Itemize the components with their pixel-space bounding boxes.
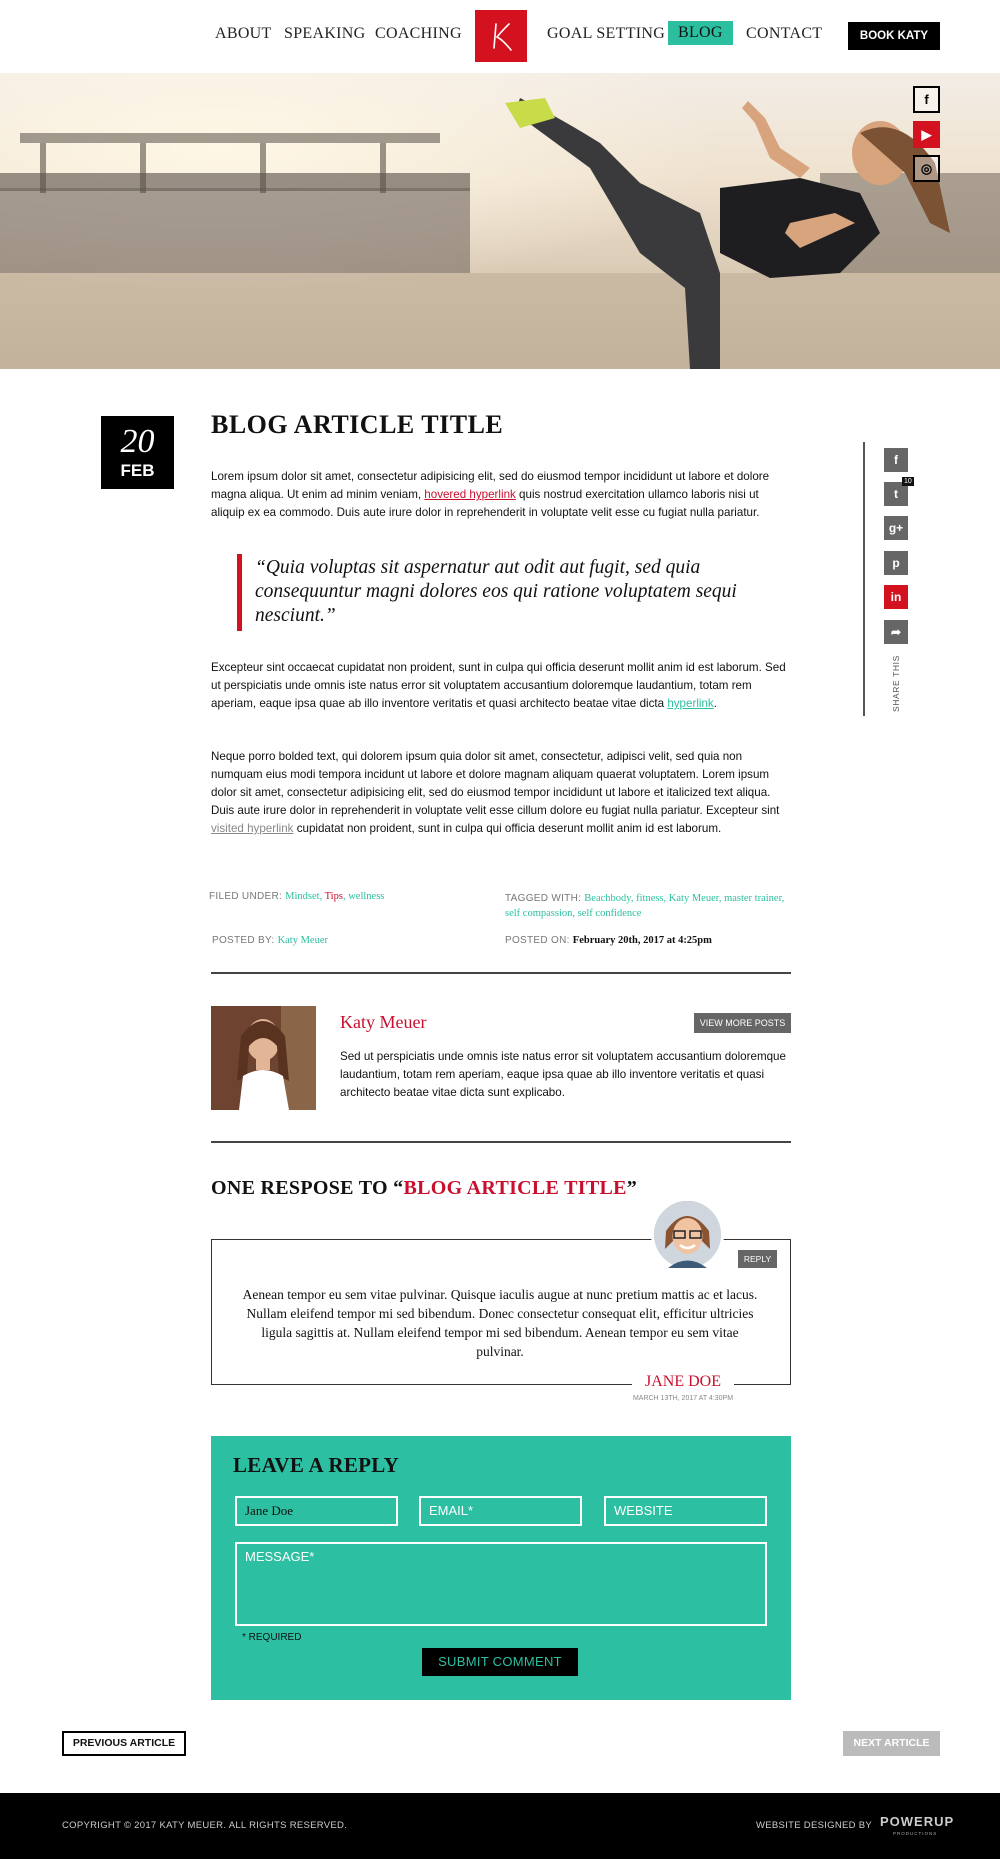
comment-text: Aenean tempor eu sem vitae pulvinar. Quisque iaculis augue at nunc pretium mattis ac et lacus. Nullam eleifend tempor mi sed bibendum. Donec consectetur consequat elit, efficitur ultricies ligula sagittis at. Nullam eleifend tempor mi sed bibendum. Aenean tempor eu sem vitae pulvinar. — [242, 1287, 758, 1359]
reply-form-title: LEAVE A REPLY — [233, 1453, 400, 1477]
meta-label: FILED UNDER: — [209, 891, 283, 902]
message-field[interactable]: MESSAGE* — [235, 1542, 767, 1626]
next-article-button[interactable]: NEXT ARTICLE — [843, 1731, 940, 1756]
reply-button[interactable]: REPLY — [738, 1250, 777, 1268]
tag-link[interactable]: master trainer — [724, 893, 782, 904]
hero-youtube-icon[interactable]: ▶ — [913, 121, 940, 148]
paragraph-text: . — [713, 697, 717, 710]
pull-quote: “Quia voluptas sit aspernatur aut odit aut fugit, sed quia consequuntur magni dolores eos qui ratione voluptatem sequi nesciunt.” — [255, 557, 737, 626]
comment-author: JANE DOE — [645, 1373, 721, 1390]
nav-speaking[interactable]: SPEAKING — [284, 25, 366, 42]
tag-link[interactable]: fitness — [636, 893, 664, 904]
posted-by — [212, 935, 328, 946]
share-arrow-icon[interactable]: ➦ — [884, 620, 908, 644]
meta-label: TAGGED WITH: — [505, 893, 582, 904]
posted-on — [505, 935, 712, 946]
paragraph-text: cupidatat non proident, sunt in culpa qui officia deserunt mollit anim id est laborum. — [293, 822, 722, 835]
author-avatar — [211, 1006, 316, 1110]
nav-blog[interactable]: BLOG — [668, 21, 733, 45]
share-pinterest-icon[interactable]: p — [884, 551, 908, 575]
share-linkedin-icon[interactable]: in — [884, 585, 908, 609]
required-note: * REQUIRED — [242, 1632, 302, 1643]
designer-logo-sub: PRODUCTIONS — [893, 1831, 938, 1836]
responses-heading — [211, 1177, 637, 1200]
share-twitter-icon[interactable]: t — [884, 482, 908, 506]
reply-form — [211, 1436, 791, 1700]
paragraph-text: Excepteur sint occaecat cupidatat non proident, sunt in culpa qui officia deserunt mollit anim id est laborum. Sed ut perspiciatis unde omnis iste natus error sit voluptatem accusantium doloremque laudantium, totam rem aperiam, eaque ipsa quae ab illo inventore veritatis et quasi architecto beatae vitae dicta — [211, 661, 786, 710]
hero-image — [0, 73, 1000, 369]
previous-article-button[interactable]: PREVIOUS ARTICLE — [62, 1731, 186, 1756]
article-paragraph-1 — [211, 468, 791, 522]
footer — [0, 1793, 1000, 1859]
heading-text: ONE RESPOSE TO “ — [211, 1177, 404, 1199]
author-link[interactable]: Katy Meuer — [277, 935, 329, 946]
category-link[interactable]: wellness — [348, 891, 385, 902]
share-facebook-icon[interactable]: f — [884, 448, 908, 472]
share-count-badge: 10 — [904, 478, 912, 485]
author-bio: Sed ut perspiciatis unde omnis iste natus error sit voluptatem accusantium doloremque laudantium, totam rem aperiam, eaque ipsa quae ab illo inventore veritatis et quasi architecto beatae vitae dicta sunt explicabo. — [340, 1050, 786, 1099]
author-name[interactable]: Katy Meuer — [340, 1012, 427, 1032]
hovered-hyperlink[interactable]: hovered hyperlink — [424, 488, 516, 501]
meta-label: POSTED ON: — [505, 935, 570, 946]
category-link[interactable]: Mindset — [285, 891, 320, 902]
name-field[interactable]: Jane Doe — [235, 1496, 398, 1526]
divider — [211, 1141, 791, 1143]
footer-copyright: COPYRIGHT © 2017 KATY MEUER. ALL RIGHTS RESERVED. — [62, 1820, 348, 1831]
designer-logo[interactable]: POWERUP — [880, 1814, 955, 1829]
site-logo[interactable] — [475, 10, 527, 62]
category-link[interactable]: Tips — [324, 891, 343, 902]
tag-link[interactable]: self compassion — [505, 908, 573, 919]
share-this-label: SHARE THIS — [891, 655, 901, 712]
share-divider — [863, 442, 865, 716]
heading-article-title: BLOG ARTICLE TITLE — [403, 1177, 627, 1199]
commenter-avatar — [651, 1198, 724, 1271]
share-google-plus-icon[interactable]: g+ — [884, 516, 908, 540]
article-paragraph-2 — [211, 659, 791, 713]
nav-about[interactable]: ABOUT — [215, 25, 272, 42]
article-title: BLOG ARTICLE TITLE — [211, 410, 504, 439]
comment-date: MARCH 13TH, 2017 AT 4:30PM — [632, 1395, 734, 1402]
hero-instagram-icon[interactable]: ◎ — [913, 155, 940, 182]
footer-credit: WEBSITE DESIGNED BY — [756, 1820, 873, 1831]
tag-link[interactable]: Beachbody — [584, 893, 631, 904]
filed-under: FILED UNDER: Mindset, Tips, wellness — [209, 891, 385, 902]
divider — [211, 972, 791, 974]
visited-hyperlink[interactable]: visited hyperlink — [211, 822, 294, 835]
hyperlink[interactable]: hyperlink — [667, 697, 714, 710]
email-field[interactable]: EMAIL* — [419, 1496, 582, 1526]
book-katy-button[interactable]: BOOK KATY — [848, 22, 940, 50]
view-more-posts-button[interactable]: VIEW MORE POSTS — [694, 1013, 791, 1033]
post-date-badge — [101, 416, 174, 489]
hero-facebook-icon[interactable]: f — [913, 86, 940, 113]
quote-accent-bar — [237, 554, 242, 631]
website-field[interactable]: WEBSITE — [604, 1496, 767, 1526]
tag-link[interactable]: Katy Meuer — [668, 893, 719, 904]
post-date-day: 20 — [120, 423, 155, 460]
tag-link[interactable]: self confidence — [577, 908, 642, 919]
paragraph-text: Neque porro bolded text, qui dolorem ipsum quia dolor sit amet, consectetur, adipisci velit, sed quia non numquam eius modi tempora incidunt ut labore et dolore magnam aliquam quaerat voluptatem. Lorem ipsum dolor sit amet, consectetur adipisicing elit, sed do eiusmod tempor incididunt ut labore et italicized text aliqua. Duis aute irure dolor in reprehenderit in voluptate velit esse cillum dolore eu fugiat nulla pariatur. Excepteur sint — [211, 750, 780, 817]
post-date-month: FEB — [120, 461, 155, 480]
paragraph-text: quis nostrud exercitation ullamco laboris nisi ut aliquip ex ea commodo. Duis aute irure dolor in reprehenderit in voluptate velit esse cu fugiat nulla pariatur. — [211, 488, 760, 519]
nav-coaching[interactable]: COACHING — [375, 25, 462, 42]
tagged-with: TAGGED WITH: Beachbody, fitness, Katy Meuer, master trainer, self compassion, self confidence — [505, 893, 785, 919]
post-datetime: February 20th, 2017 at 4:25pm — [572, 935, 712, 946]
paragraph-text: Lorem ipsum dolor sit amet, consectetur adipisicing elit, sed do eiusmod tempor incididunt ut labore et dolore magna aliqua. Ut enim ad minim veniam, — [211, 470, 770, 501]
article-paragraph-3 — [211, 748, 791, 838]
submit-comment-button[interactable]: SUBMIT COMMENT — [422, 1648, 578, 1676]
nav-goal-setting[interactable]: GOAL SETTING — [547, 25, 666, 42]
meta-label: POSTED BY: — [212, 935, 275, 946]
heading-text: ” — [626, 1177, 638, 1199]
nav-contact[interactable]: CONTACT — [746, 25, 823, 42]
